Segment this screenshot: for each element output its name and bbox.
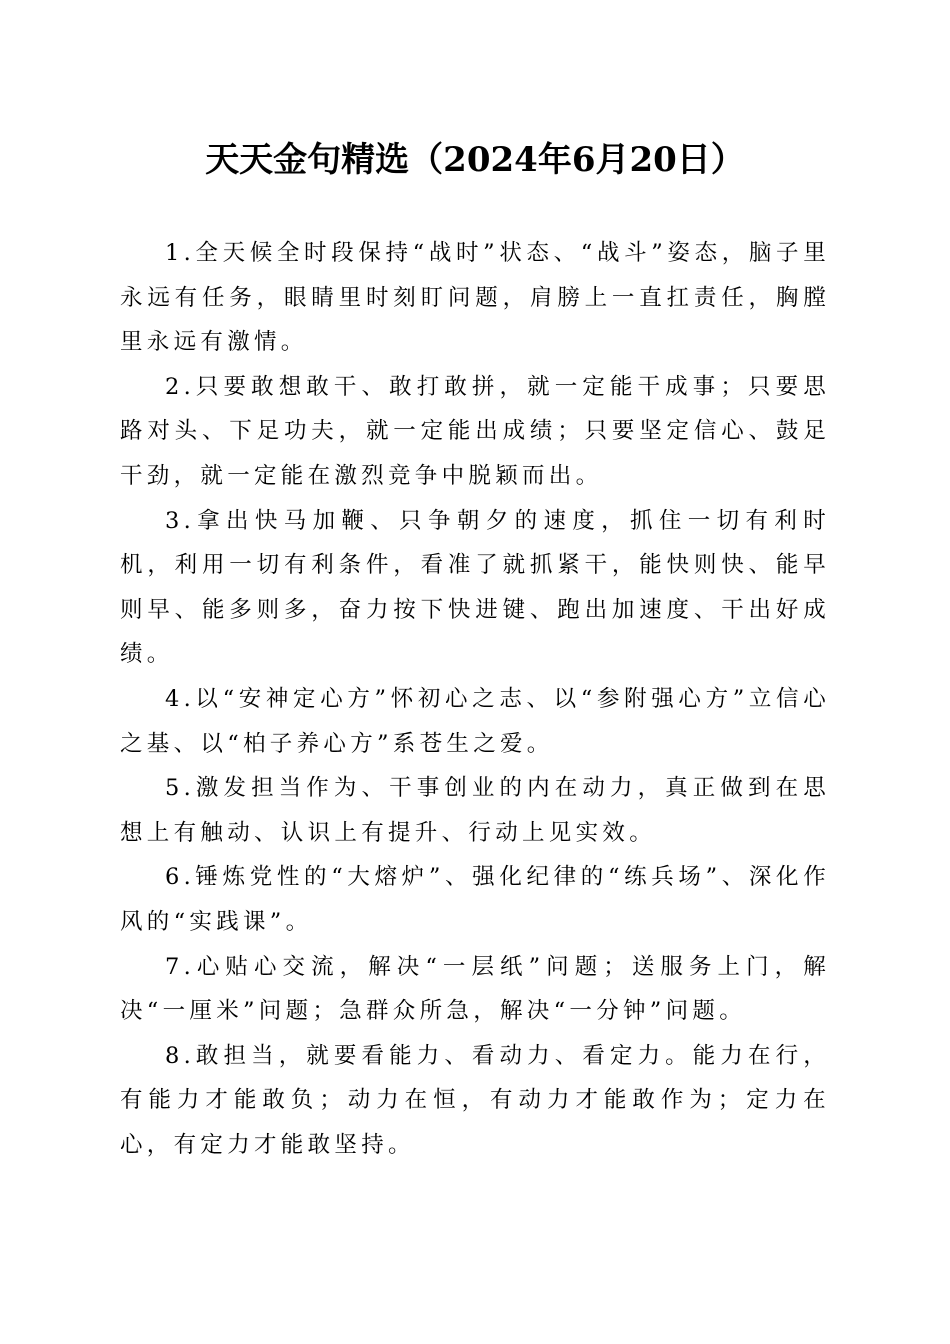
document-body (120, 231, 830, 1167)
quote-paragraph-5 (120, 766, 830, 855)
paragraph-text: 全天候全时段保持“战时”状态、“战斗”姿态，脑子里永远有任务，眼睛里时刻盯问题，肩膀上一直扛责任，胸膛里永远有激情。 (120, 240, 830, 356)
paragraph-number: 5. (165, 775, 196, 802)
quote-paragraph-1 (120, 231, 830, 365)
paragraph-text: 敢担当，就要看能力、看动力、看定力。能力在行，有能力才能敢负；动力在恒，有动力才能敢作为；定力在心，有定力才能敢坚持。 (120, 1042, 830, 1158)
document-title: 天天金句精选（2024年6月20日） (205, 140, 745, 180)
paragraph-text: 拿出快马加鞭、只争朝夕的速度，抓住一切有利时机，利用一切有利条件，看准了就抓紧干，能快则快、能早则早、能多则多，奋力按下快进键、跑出加速度、干出好成绩。 (120, 507, 830, 668)
paragraph-text: 锤炼党性的“大熔炉”、强化纪律的“练兵场”、深化作风的“实践课”。 (120, 864, 830, 935)
paragraph-number: 1. (165, 240, 196, 266)
quote-paragraph-2 (120, 365, 830, 499)
quote-paragraph-8 (120, 1034, 830, 1168)
quote-paragraph-7 (120, 945, 830, 1034)
paragraph-text: 激发担当作为、干事创业的内在动力，真正做到在思想上有触动、认识上有提升、行动上见实效。 (120, 775, 830, 846)
paragraph-number: 8. (165, 1042, 196, 1069)
quote-paragraph-4 (120, 677, 830, 766)
quote-paragraph-6 (120, 855, 830, 944)
quote-paragraph-3 (120, 499, 830, 677)
paragraph-number: 2. (165, 373, 196, 400)
paragraph-number: 3. (165, 507, 196, 534)
paragraph-number: 6. (165, 864, 196, 891)
paragraph-text: 以“安神定心方”怀初心之志、以“参附强心方”立信心之基、以“柏子养心方”系苍生之爱。 (120, 685, 830, 757)
paragraph-text: 心贴心交流，解决“一层纸”问题；送服务上门，解决“一厘米”问题；急群众所急，解决“一分钟”问题。 (120, 953, 830, 1025)
paragraph-text: 只要敢想敢干、敢打敢拼，就一定能干成事；只要思路对头、下足功夫，就一定能出成绩；只要坚定信心、鼓足干劲，就一定能在激烈竞争中脱颖而出。 (120, 373, 830, 489)
paragraph-number: 7. (165, 953, 196, 980)
paragraph-number: 4. (165, 685, 196, 712)
